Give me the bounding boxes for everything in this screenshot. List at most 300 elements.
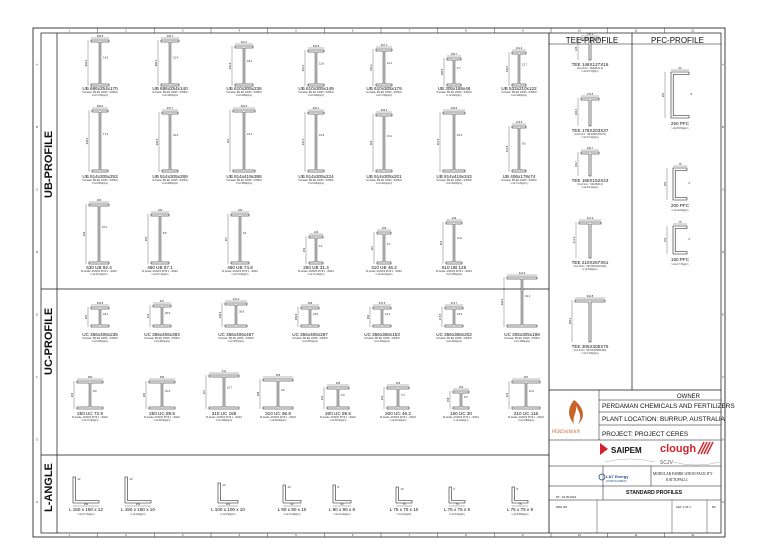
web-thickness-text: 10.2 <box>102 226 108 229</box>
web-thickness-text: 12.7 <box>522 63 528 67</box>
unit-weight: U.wt:202(kg/m) <box>445 340 463 343</box>
grid-letter-left: A <box>36 63 38 67</box>
web-thickness-text: 21.4 <box>247 132 253 136</box>
dimension-text: 307 <box>370 245 374 251</box>
material-grade: M.Grade: BS EN 10025 - S355J2 <box>226 91 262 95</box>
drawing-number-label: DRG NO <box>556 505 568 509</box>
unit-weight: U.wt:224(kg/m) <box>307 182 325 185</box>
angle-section <box>449 487 465 503</box>
profile-name: UB 914x419x388 <box>226 174 262 179</box>
angle-weight: U.wt:13.3(kg/m) <box>283 513 301 516</box>
dimension-text: 308 <box>256 391 260 397</box>
dimension-text: 153 <box>458 386 464 389</box>
dimension-text: 419 <box>146 313 150 319</box>
dimension-text: 250 <box>661 92 665 98</box>
dimension-text: 190 <box>157 209 163 212</box>
tee-name: TEE 165X152X23 <box>571 178 609 183</box>
i-beam-section <box>91 307 109 327</box>
material-grade: M.Grade: AS/NZS 3679.1 - 300L0 <box>366 270 402 274</box>
i-beam-section <box>446 222 462 264</box>
profile-name: UC 356x406x467 <box>218 332 254 337</box>
fabrication-facility: MODULAR FABRICATION FACILITY <box>653 472 713 476</box>
tee-name: TEE 178X203X37 <box>571 128 609 133</box>
i-beam-section <box>507 277 537 327</box>
profile-name: UC 356x368x153 <box>364 332 400 337</box>
row-label-ub: UB-PROFILE <box>43 130 55 198</box>
col-header-tee: TEE-PROFILE <box>565 36 619 45</box>
material-grade: M.Grade: AS/NZS 3679.1 - 300L0 <box>380 416 416 420</box>
dimension-text: 179.5 <box>515 121 523 124</box>
grid-number-bottom: 9 <box>521 534 524 537</box>
tee-section <box>581 152 599 176</box>
i-beam-section <box>89 204 109 264</box>
web-thickness-text: 11.9 <box>457 236 462 240</box>
web-thickness-text: 17.3 <box>103 132 109 136</box>
material-grade: M.Grade: AS/NZS 3679.1 - 300L0 <box>72 416 108 420</box>
grid-letter-left: H <box>36 500 38 504</box>
grid-number-top: 12 <box>691 29 695 33</box>
sheet-number: SHT 1 OF 1 <box>676 505 691 509</box>
dimension-text: 75 <box>455 503 459 506</box>
grid-number-bottom: 12 <box>691 534 695 537</box>
dimension-text: 911.8 <box>436 138 440 146</box>
dimension-text: 307 <box>523 376 529 379</box>
profile-name: UB 686x254x170 <box>82 86 118 91</box>
dimension-text: 370.5 <box>378 302 386 305</box>
dimension-text: 206.4 <box>574 108 578 116</box>
dimension-text: 918.4 <box>85 137 89 145</box>
web-thickness-text: 6.1 <box>319 245 323 249</box>
profile-name: UB 610x305x149 <box>298 86 334 91</box>
web-thickness-text: 11.9 <box>529 390 534 394</box>
web-thickness-text: 6.7 <box>387 242 391 246</box>
dimension-text: 166 <box>381 227 387 230</box>
profile-name: UC 356x406x393 <box>144 332 180 337</box>
i-beam-section <box>225 303 247 327</box>
unit-weight: U.wt:153(kg/m) <box>373 340 391 343</box>
profile-name: UB 686x254x140 <box>152 86 188 91</box>
dimension-text: 254 <box>70 392 74 398</box>
dimension-text: 620.2 <box>369 64 373 71</box>
angle-weight: U.wt:27.3(kg/m) <box>77 513 95 516</box>
web-thickness-text: 9.1 <box>243 232 247 235</box>
unit-weight: U.wt:96.8(kg/m) <box>269 419 287 422</box>
dimension-text: 374.6 <box>438 313 442 321</box>
dimension-text: 306.6 <box>440 68 444 76</box>
angle-section <box>396 487 412 503</box>
dimension-text: 166.7 <box>586 147 594 150</box>
dimension-text: 150 <box>135 503 141 506</box>
grid-number-top: 6 <box>351 29 354 33</box>
lt-logo-text: L&T Energy <box>606 474 629 479</box>
web-thickness-text: 12.3 <box>385 313 391 316</box>
i-beam-section <box>447 58 461 86</box>
dimension-text: 612.4 <box>301 64 305 72</box>
material-grade: M.Grade: AS/NZS 3679.1 - 300L0 <box>222 270 258 274</box>
unit-weight: U.wt:179(kg/m) <box>375 94 393 97</box>
unit-weight: U.wt:149(kg/m) <box>307 94 325 97</box>
inner-border <box>41 33 721 533</box>
dimension-text: 381 <box>84 314 88 320</box>
i-beam-section <box>263 379 293 409</box>
profile-name: UB 914x305x253 <box>82 174 118 179</box>
profile-name: 460 UB 74.6 <box>227 265 253 270</box>
unit-weight: U.wt:46.2(kg/m) <box>389 419 407 422</box>
unit-weight: U.wt:343(kg/m) <box>445 182 463 185</box>
material-grade: M.Grade: AS/NZS 3679.1 - 300L0 <box>508 416 544 420</box>
grid-letter-left: E <box>36 313 38 317</box>
angle-section <box>218 483 238 503</box>
web-thickness-text: 35.8 <box>239 310 245 314</box>
plant-location: PLANT LOCATION: BURRUP, AUSTRALIA <box>602 416 725 423</box>
web-thickness-text: 11.8 <box>319 62 324 66</box>
web-thickness-text: 18.4 <box>247 60 253 63</box>
grid-number-bottom: 6 <box>351 534 354 537</box>
grid-number-bottom: 4 <box>238 534 241 537</box>
grid-number-top: 8 <box>465 29 467 33</box>
i-beam-section <box>453 391 469 409</box>
grid-number-top: 2 <box>125 29 127 33</box>
material-grade: M.Grade: BS EN 10025 - S355J2 <box>364 337 400 341</box>
angle-weight: U.wt:8.99(kg/m) <box>511 513 529 516</box>
angle-thickness-text: 8 <box>516 488 518 491</box>
dimension-text: 533 <box>82 231 86 237</box>
profile-name: 310 UB 46.2 <box>371 265 397 270</box>
grid-number-top: 7 <box>408 29 411 33</box>
i-beam-section <box>387 387 409 409</box>
dimension-text: 75 <box>518 503 522 506</box>
angle-name: L 75 x 75 x 6 <box>443 507 471 512</box>
pfc-section <box>673 168 687 200</box>
material-grade: M.Grade: BS EN 10025 - S355J2 <box>501 91 537 95</box>
grid-number-bottom: 1 <box>68 534 71 537</box>
dimension-text: 692.9 <box>84 59 88 67</box>
col-header-pfc: PFC-PROFILE <box>651 36 704 45</box>
fabrication-location: KATTUPALLI <box>666 478 688 482</box>
grid-letter-right: D <box>722 250 724 254</box>
material-grade: M.Grade: BS EN 10025 - S355J2 <box>82 179 118 183</box>
grid-number-bottom: 7 <box>408 534 411 537</box>
material-grade: M.Grade: BS EN 10025 - S355J2 <box>436 179 472 183</box>
tee-section <box>581 98 599 126</box>
unit-weight: U.wt:253(kg/m) <box>91 182 109 185</box>
unit-weight: U.wt:198(kg/m) <box>513 340 531 343</box>
grid-letter-right: E <box>722 313 724 317</box>
unit-weight: U.wt:89.5(kg/m) <box>153 419 171 422</box>
tee-cut-from: (Cut From : 254UB 31.4) <box>576 67 604 70</box>
grid-letter-left: F <box>36 375 38 379</box>
profile-name: UB 533x210x122 <box>501 86 537 91</box>
dimension-text: 418.5 <box>450 107 458 110</box>
unit-weight: U.wt:238(kg/m) <box>235 94 253 97</box>
material-grade: M.Grade: BS EN 10025 - S355J2 <box>152 91 188 95</box>
i-beam-section <box>308 112 324 172</box>
unit-weight: U.wt:74.6(kg/m) <box>231 273 249 276</box>
i-beam-section <box>309 236 323 264</box>
web-thickness-text: 6.7 <box>457 67 461 71</box>
tee-name: TEE 210X267X61 <box>571 260 609 265</box>
material-grade: M.Grade: BS EN 10025 - S355J2 <box>366 91 402 95</box>
clough-stripe-icon <box>707 442 713 454</box>
owner-label: OWNER <box>677 394 700 400</box>
dimension-text: 158 <box>446 397 450 403</box>
material-grade: M.Grade: BS EN 10025 - S355J2 <box>82 337 118 341</box>
dimension-text: 306.2 <box>568 317 572 325</box>
dimension-text: 903 <box>369 140 373 146</box>
web-thickness-text: 16.5 <box>457 313 463 316</box>
dimension-text: 910.4 <box>301 138 305 146</box>
i-beam-section <box>233 110 255 172</box>
dimension-text: 436.6 <box>218 311 222 319</box>
material-grade: M.Grade: AS/NZS 3679.1 - 300L0 <box>443 416 479 420</box>
grid-letter-left: B <box>36 125 38 129</box>
dimension-text: 203 <box>380 395 384 401</box>
profile-name: 200 UC 46.2 <box>385 411 411 416</box>
pfc-section <box>673 226 687 254</box>
grid-letter-right: C <box>722 188 724 192</box>
i-beam-section <box>209 375 239 409</box>
profile-name: 250 UC 72.9 <box>77 411 103 416</box>
angle-weight: U.wt:10.9(kg/m) <box>333 513 351 516</box>
angle-thickness-text: 6 <box>453 488 455 491</box>
i-beam-section <box>445 307 463 327</box>
unit-weight: U.wt:467(kg/m) <box>227 340 245 343</box>
clough-logo-text: clough <box>660 443 697 455</box>
grid-letter-right: A <box>722 63 724 67</box>
web-thickness-text: 6.6 <box>464 396 468 400</box>
i-beam-section <box>373 307 391 327</box>
web-thickness-text: 19.1 <box>525 295 531 298</box>
dimension-text: 272.3 <box>572 236 576 244</box>
web-thickness-text: 22.6 <box>313 313 319 316</box>
profile-name: UB 406x178x74 <box>502 174 536 179</box>
unit-weight: U.wt:235(kg/m) <box>91 340 109 343</box>
web-thickness-text: 18.4 <box>103 313 109 316</box>
angle-name: L 90 x 90 x 10 <box>277 507 307 512</box>
i-beam-section <box>153 305 171 327</box>
dimension-text: 412.8 <box>505 145 509 153</box>
i-beam-section <box>512 52 526 86</box>
material-grade: M.Grade: BS EN 10025 - S355J2 <box>436 337 472 341</box>
dimension-text: 315 <box>505 392 509 398</box>
dimension-text: 146.1 <box>586 33 594 36</box>
web-thickness-text: 30.6 <box>165 311 171 315</box>
owner-name: PERDAMAN CHEMICALS AND FERTILIZERS <box>602 403 735 410</box>
material-grade: M.Grade: AS/NZS 3679.1 - 300L0 <box>298 270 334 274</box>
dimension-text: 90 <box>290 503 294 506</box>
angle-section <box>333 485 351 503</box>
angle-weight: U.wt:15(kg/m) <box>220 513 236 516</box>
dimension-text: 90 <box>678 67 682 70</box>
grid-letter-left: C <box>36 188 38 192</box>
angle-section <box>512 487 528 503</box>
dimension-text: 304.8 <box>586 295 594 298</box>
dimension-text: 305.5 <box>96 105 104 108</box>
web-thickness-text: 8.6 <box>93 390 97 394</box>
dimension-text: 420.5 <box>240 105 248 108</box>
dimension-text: 150 <box>663 237 667 243</box>
tee-name: TEE 146X127X16 <box>571 62 609 67</box>
clough-stripe-icon <box>701 442 707 454</box>
perdaman-logo-text: PERDAMAN <box>552 430 581 435</box>
grid-number-bottom: 8 <box>465 534 467 537</box>
tee-cut-from: (Cut From : UB 610X305X149) <box>573 349 607 352</box>
i-beam-section <box>376 49 392 86</box>
pfc-weight: U.wt:17.7(kg/m) <box>671 262 689 266</box>
unit-weight: U.wt:67.1(kg/m) <box>151 273 169 276</box>
angle-thickness-text: 12 <box>77 478 81 481</box>
i-beam-section <box>235 46 253 86</box>
tee-weight: U.wt:61(kg/m) <box>582 267 598 271</box>
dimension-text: 252 <box>302 247 306 253</box>
dimension-text: 211.9 <box>586 217 594 220</box>
angle-name: L 150 x 150 x 10 <box>121 507 155 512</box>
pfc-weight: U.wt:35.5(kg/m) <box>671 126 689 130</box>
grid-letter-right: F <box>722 375 724 379</box>
unit-weight: U.wt:74.2(kg/m) <box>510 182 528 185</box>
dimension-text: 254 <box>87 376 93 379</box>
material-grade: M.Grade: BS EN 10025 - S355J2 <box>298 91 334 95</box>
clough-stripe-icon <box>698 442 704 454</box>
profile-name: 460 UB 67.1 <box>147 265 173 270</box>
angle-thickness-text: 10 <box>129 478 133 481</box>
unit-weight: U.wt:201(kg/m) <box>375 182 393 185</box>
web-thickness-text: 19.4 <box>457 134 463 137</box>
web-thickness-text: 14.5 <box>103 56 109 60</box>
dimension-text: 260 <box>142 392 146 398</box>
dimension-text: 399 <box>307 302 313 305</box>
material-grade: M.Grade: BS EN 10025 - S355J2 <box>218 337 254 341</box>
tee-cut-from: (Cut From : UB 533X210X122) <box>573 265 607 268</box>
dimension-text: 205 <box>335 382 341 385</box>
grid-number-bottom: 10 <box>577 534 581 537</box>
scjv-swoosh <box>672 462 720 465</box>
angle-name: L 90 x 90 x 8 <box>328 507 356 512</box>
i-beam-section <box>327 387 349 409</box>
profile-name: 250 UC 89.5 <box>149 411 175 416</box>
dimension-text: 190 <box>237 209 243 212</box>
profile-name: UB 914x305x224 <box>298 174 334 179</box>
web-thickness-text: 15.9 <box>319 134 325 137</box>
dimension-text: 165.7 <box>450 53 458 56</box>
dimension-text: 307.7 <box>166 107 174 110</box>
unit-weight: U.wt:287(kg/m) <box>301 340 319 343</box>
grid-letter-left: G <box>35 438 39 442</box>
project-name: PROJECT: PROJECT CERES <box>602 431 689 438</box>
material-grade: M.Grade: AS/NZS 3679.1 - 300L0 <box>81 270 117 274</box>
dimension-text: 75 <box>678 163 682 166</box>
i-beam-section <box>162 112 178 172</box>
unit-weight: U.wt:393(kg/m) <box>153 340 171 343</box>
material-grade: M.Grade: BS EN 10025 - S355J2 <box>504 337 540 341</box>
grid-number-top: 5 <box>295 29 297 33</box>
i-beam-section <box>512 381 540 409</box>
dimension-text: 612 <box>439 240 443 246</box>
grid-letter-left: D <box>36 250 38 254</box>
grid-number-top: 1 <box>68 29 71 33</box>
angle-name: L 75 x 75 x 10 <box>389 507 419 512</box>
dimension-text: 126 <box>574 46 578 52</box>
angle-section <box>283 485 301 503</box>
angle-thickness-text: 8 <box>337 486 339 489</box>
tee-cut-from: (Cut From : 310UB46.2) <box>577 183 603 186</box>
unit-weight: U.wt:122(kg/m) <box>510 94 528 97</box>
i-beam-section <box>301 307 319 327</box>
dimension-text: 100 <box>225 503 231 506</box>
dimension-text: 146 <box>313 231 319 234</box>
dimension-text: 75 <box>678 221 682 224</box>
scjv-text: SCJV <box>660 460 673 466</box>
saipem-logo-text: SAIPEM <box>611 446 642 455</box>
saipem-logo-icon <box>600 443 608 455</box>
profile-name: UC 356x368x202 <box>436 332 472 337</box>
unit-weight: U.wt:31.4(kg/m) <box>307 273 325 276</box>
profile-name: 530 UB 92.4 <box>86 265 112 270</box>
unit-weight: U.wt:125(kg/m) <box>445 273 463 276</box>
i-beam-section <box>308 50 324 86</box>
grid-number-top: 3 <box>181 29 184 33</box>
dimension-text: 256 <box>159 376 165 379</box>
dimension-text: 211.9 <box>515 47 523 50</box>
tee-weight: U.wt:74.5(kg/m) <box>581 351 599 355</box>
tee-section <box>579 222 601 258</box>
tee-weight: U.wt:15.7(kg/m) <box>581 69 599 73</box>
pfc-web-thickness-text: 8 <box>690 93 692 96</box>
web-thickness-text: 7.3 <box>401 393 405 397</box>
unit-weight: U.wt:118(kg/m) <box>517 419 535 422</box>
dimension-text: 921 <box>226 138 230 144</box>
unit-weight: U.wt:140(kg/m) <box>161 94 179 97</box>
profile-name: 310 UC 96.8 <box>265 411 291 416</box>
clough-stripe-icon <box>704 442 710 454</box>
row-label-angle: L-ANGLE <box>43 463 55 512</box>
material-grade: M.Grade: BS EN 10025 - S355J2 <box>298 179 334 183</box>
unit-weight: U.wt:59.5(kg/m) <box>329 419 347 422</box>
web-thickness-text: 12.4 <box>173 56 179 60</box>
profile-name: UB 914x305x289 <box>152 174 188 179</box>
material-grade: M.Grade: BS EN 10025 - S355J2 <box>82 91 118 95</box>
dimension-text: 253.7 <box>166 35 174 38</box>
angle-thickness-text: 10 <box>287 486 291 489</box>
pfc-name: 150 PFC <box>670 257 690 262</box>
angle-weight: U.wt:11(kg/m) <box>396 513 412 516</box>
profile-name: 310 UC 118 <box>513 411 539 416</box>
angle-name: L 100 x 100 x 10 <box>211 507 245 512</box>
profile-name: 150 UC 30 <box>450 411 472 416</box>
grid-letter-right: H <box>722 500 724 504</box>
dimension-text: 457 <box>224 236 228 242</box>
i-beam-section <box>92 110 108 172</box>
i-beam-section <box>77 381 103 409</box>
outer-border <box>33 28 725 537</box>
pfc-weight: U.wt:22.9(kg/m) <box>671 208 689 212</box>
profile-name: UB 610x305x179 <box>366 86 402 91</box>
dimension-text: 179.5 <box>586 93 594 96</box>
grid-number-top: 4 <box>238 29 241 33</box>
angle-thickness-text: 10 <box>400 488 404 491</box>
unit-weight: U.wt:72.9(kg/m) <box>81 419 99 422</box>
material-grade: M.Grade: AS/NZS 3679.1 - 300L0 <box>320 416 356 420</box>
web-thickness-text: 9.5 <box>522 142 526 146</box>
dimension-text: 362 <box>366 314 370 320</box>
i-beam-section <box>376 114 392 172</box>
i-beam-section <box>377 232 391 264</box>
dimension-text: 339.9 <box>500 298 504 306</box>
material-grade: M.Grade: BS EN 10025 - S355J2 <box>501 179 537 183</box>
material-grade: M.Grade: AS/NZS 3679.1 - 300L0 <box>206 416 242 420</box>
dimension-text: 544.5 <box>505 65 509 73</box>
grid-letter-right: B <box>722 125 724 129</box>
